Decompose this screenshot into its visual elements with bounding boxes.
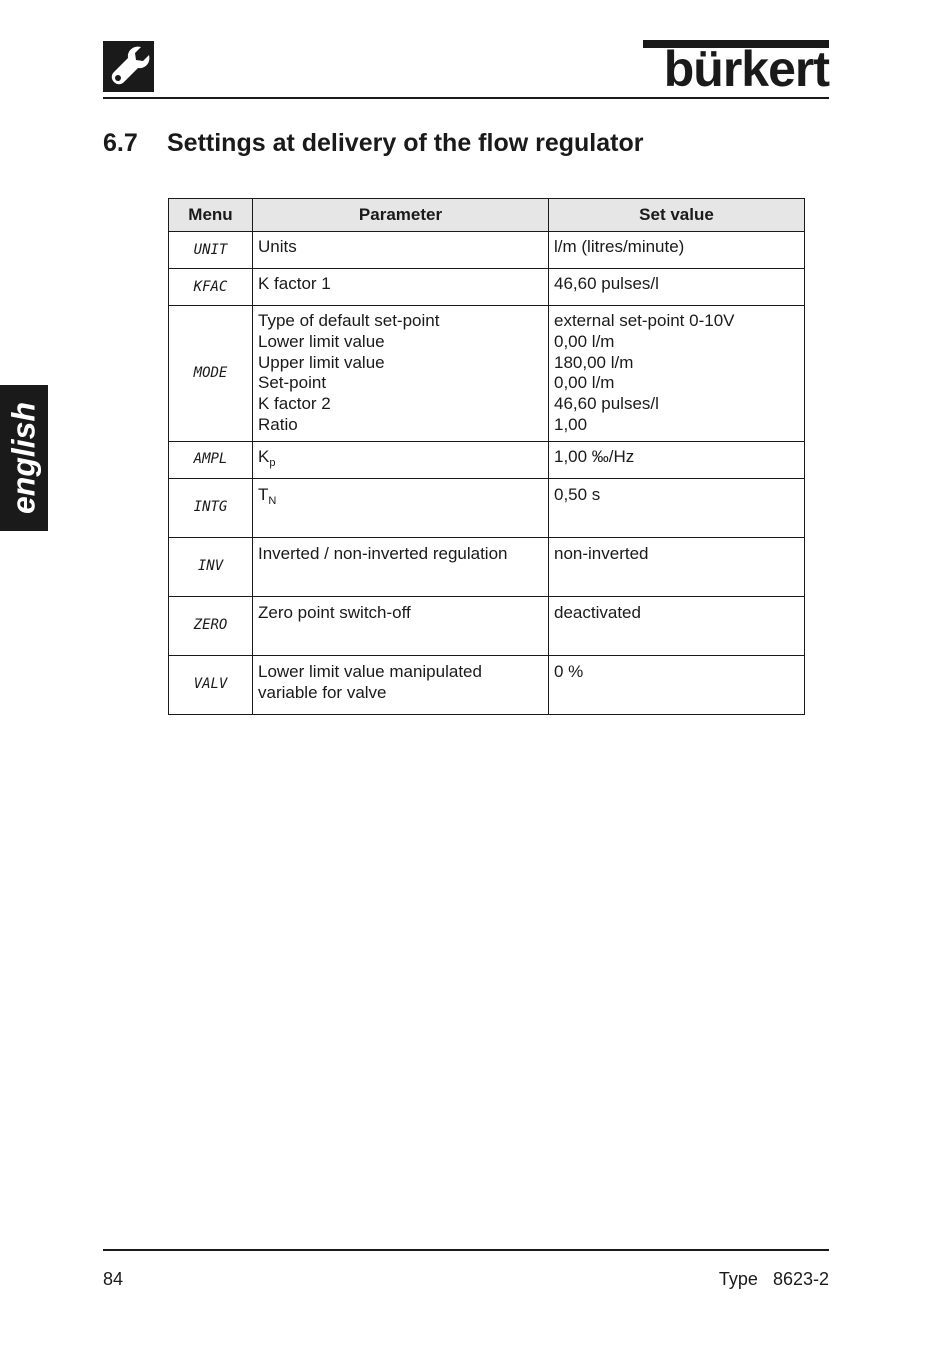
set-value-text: 0,00 l/m xyxy=(554,373,615,393)
set-value-text: 46,60 pulses/l xyxy=(554,274,659,293)
column-header-menu: Menu xyxy=(169,199,253,232)
parameter-text xyxy=(258,447,543,468)
parameter-text: K factor 1 xyxy=(258,274,331,293)
parameter-text: Type of default set-point xyxy=(258,311,440,330)
menu-code: INTG xyxy=(169,478,253,537)
table-row xyxy=(169,306,805,442)
set-value-text: 1,00 ‰/Hz xyxy=(554,446,635,466)
parameter-cell xyxy=(253,232,549,269)
parameter-text: Set-point xyxy=(258,373,327,393)
parameter-subscript: N xyxy=(268,494,277,507)
set-value-text: non-inverted xyxy=(554,543,649,563)
column-header-parameter: Parameter xyxy=(253,199,549,232)
table-row xyxy=(169,596,805,655)
table-row xyxy=(169,232,805,269)
brand-logo xyxy=(643,40,829,97)
parameter-cell xyxy=(253,537,549,596)
table-row xyxy=(169,478,805,537)
parameter-cell xyxy=(253,441,549,478)
parameter-symbol: T xyxy=(258,484,269,504)
menu-code: INV xyxy=(169,537,253,596)
section-number: 6.7 xyxy=(103,129,138,157)
table-header-row xyxy=(169,199,805,232)
parameter-text: Units xyxy=(258,237,297,256)
section-heading xyxy=(103,128,643,158)
menu-code: UNIT xyxy=(169,232,253,269)
language-tab xyxy=(0,385,48,531)
set-value-text: external set-point 0-10V xyxy=(554,311,735,330)
menu-code: AMPL xyxy=(169,441,253,478)
wrench-icon xyxy=(103,41,154,92)
parameter-cell xyxy=(253,478,549,537)
page-number: 84 xyxy=(103,1269,124,1289)
set-value-cell xyxy=(549,537,805,596)
set-value-cell xyxy=(549,478,805,537)
menu-code: KFAC xyxy=(169,269,253,306)
table-row xyxy=(169,441,805,478)
set-value-text: 180,00 l/m xyxy=(554,352,634,372)
section-title: Settings at delivery of the flow regulator xyxy=(167,129,644,157)
parameter-text: Ratio xyxy=(258,414,298,434)
table-row xyxy=(169,537,805,596)
set-value-cell xyxy=(549,306,805,442)
set-value-text: l/m (litres/minute) xyxy=(554,237,685,256)
settings-table xyxy=(168,198,805,715)
set-value-text: 46,60 pulses/l xyxy=(554,394,659,414)
parameter-cell xyxy=(253,269,549,306)
parameter-cell xyxy=(253,655,549,714)
column-header-set-value: Set value xyxy=(549,199,805,232)
set-value-text: deactivated xyxy=(554,602,641,622)
parameter-text: Lower limit value manipulated variable for valve xyxy=(258,661,482,702)
table-row xyxy=(169,269,805,306)
parameter-text: Lower limit value xyxy=(258,331,385,351)
set-value-cell xyxy=(549,655,805,714)
parameter-cell xyxy=(253,306,549,442)
document-type: Type 8623-2 xyxy=(718,1269,829,1289)
header-rule xyxy=(103,97,829,99)
menu-code: MODE xyxy=(169,306,253,442)
set-value-cell xyxy=(549,232,805,269)
set-value-text: 0,50 s xyxy=(554,484,601,504)
set-value-text: 1,00 xyxy=(554,414,588,434)
set-value-cell xyxy=(549,269,805,306)
language-tab-label: english xyxy=(5,401,42,515)
menu-code: VALV xyxy=(169,655,253,714)
footer-rule xyxy=(103,1249,829,1251)
parameter-text: Inverted / non-inverted regulation xyxy=(258,543,508,563)
set-value-cell xyxy=(549,596,805,655)
table-row xyxy=(169,655,805,714)
parameter-text xyxy=(258,485,543,506)
menu-code: ZERO xyxy=(169,596,253,655)
parameter-text: Upper limit value xyxy=(258,352,385,372)
brand-name: bürkert xyxy=(663,41,829,97)
set-value-text: 0,00 l/m xyxy=(554,331,615,351)
parameter-cell xyxy=(253,596,549,655)
parameter-subscript: p xyxy=(269,456,276,469)
set-value-text: 0 % xyxy=(554,661,584,681)
parameter-text: K factor 2 xyxy=(258,394,331,414)
set-value-cell xyxy=(549,441,805,478)
parameter-text: Zero point switch-off xyxy=(258,602,411,622)
parameter-symbol: K xyxy=(258,446,270,466)
